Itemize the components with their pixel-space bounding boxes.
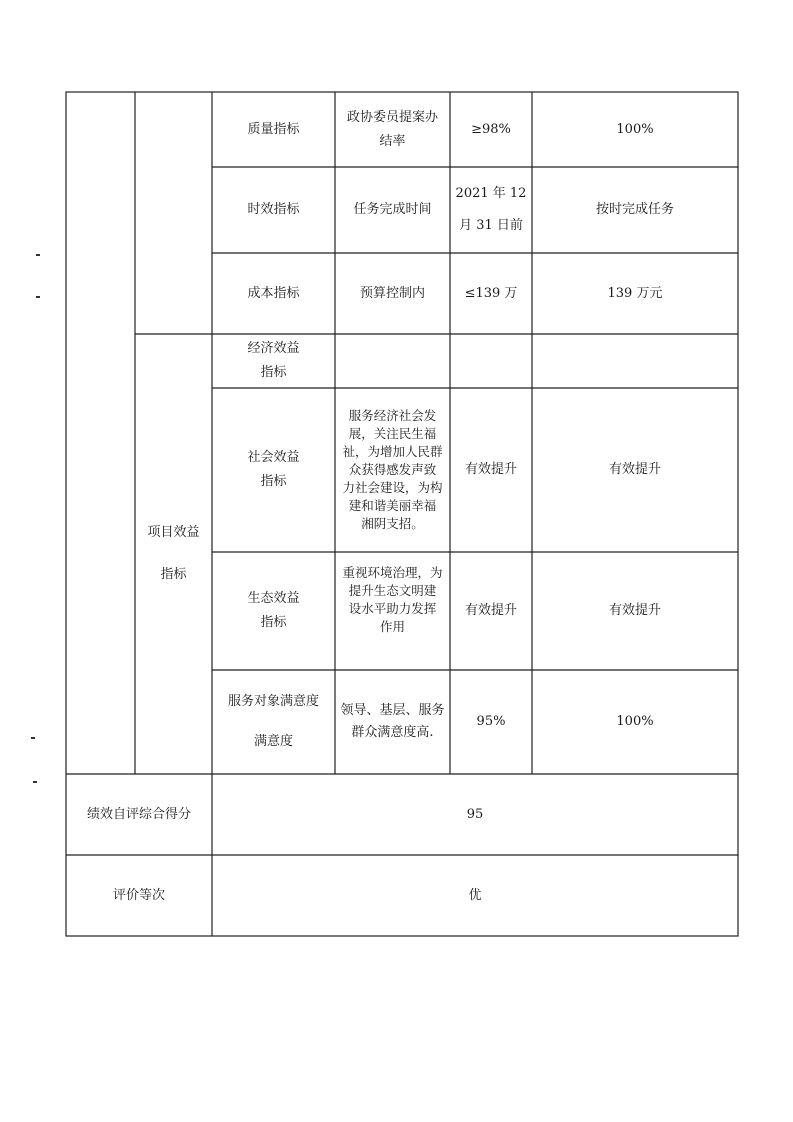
grade-value-text: 优 xyxy=(468,887,482,903)
indicator-quality xyxy=(212,92,335,167)
content-social-line: 力社会建设，为构 xyxy=(342,480,443,495)
indicator-economic xyxy=(212,334,335,388)
actual-social xyxy=(532,388,738,552)
indicator-social xyxy=(212,388,335,552)
content-social-line: 湘阴支招。 xyxy=(361,516,424,531)
target-quality xyxy=(450,92,532,167)
indicator-satisfaction-line-1: 服务对象满意度 xyxy=(227,694,319,709)
indicator-ecological xyxy=(212,552,335,670)
score-value-text: 95 xyxy=(466,806,484,822)
indicator-economic-line-2: 指标 xyxy=(260,365,287,380)
target-satisfaction xyxy=(450,670,532,774)
content-timeliness-text: 任务完成时间 xyxy=(353,202,432,217)
actual-satisfaction-text: 100% xyxy=(616,714,654,729)
target-timeliness-line-2: 月 31 日前 xyxy=(459,218,523,233)
actual-cost-text: 139 万元 xyxy=(607,285,663,301)
actual-timeliness xyxy=(532,167,738,253)
indicator-satisfaction xyxy=(212,670,335,774)
content-ecological-line: 作用 xyxy=(379,619,405,634)
margin-mark xyxy=(31,737,35,739)
target-social xyxy=(450,388,532,552)
indicator-cost-text: 成本指标 xyxy=(247,285,300,301)
content-quality-line-1: 政协委员提案办 xyxy=(346,109,438,125)
grade-label xyxy=(66,855,212,936)
grade-label-text: 评价等次 xyxy=(112,887,165,903)
content-social-line: 祉，为增加人民群 xyxy=(342,444,443,459)
target-social-text: 有效提升 xyxy=(464,462,517,477)
margin-mark xyxy=(36,254,40,256)
target-ecological xyxy=(450,552,532,670)
content-ecological-line: 设水平助力发挥 xyxy=(348,601,437,616)
content-satisfaction-line-1: 领导、基层、服务 xyxy=(340,703,445,718)
actual-timeliness-text: 按时完成任务 xyxy=(595,202,674,217)
content-satisfaction xyxy=(335,670,450,774)
content-social xyxy=(335,388,450,552)
indicator-economic-line-1: 经济效益 xyxy=(247,341,300,356)
indicator-social-line-2: 指标 xyxy=(260,474,287,489)
actual-ecological xyxy=(532,552,738,670)
actual-quality xyxy=(532,92,738,167)
content-social-line: 众获得感发声致 xyxy=(348,462,437,477)
score-label xyxy=(66,774,212,855)
category-benefit xyxy=(135,334,212,774)
content-satisfaction-line-2: 群众满意度高. xyxy=(351,725,434,740)
target-timeliness-line-1: 2021 年 12 xyxy=(455,186,527,201)
actual-social-text: 有效提升 xyxy=(608,462,661,477)
indicator-timeliness xyxy=(212,167,335,253)
content-ecological xyxy=(335,552,450,670)
grade-value xyxy=(212,855,738,936)
content-ecological-line: 重视环境治理，为 xyxy=(342,565,443,580)
indicator-satisfaction-line-2: 满意度 xyxy=(253,734,293,749)
content-timeliness xyxy=(335,167,450,253)
indicator-ecological-line-1: 生态效益 xyxy=(247,591,300,606)
target-cost xyxy=(450,253,532,334)
target-satisfaction-text: 95% xyxy=(476,714,506,729)
actual-satisfaction xyxy=(532,670,738,774)
content-social-line: 展，关注民生福 xyxy=(348,426,437,441)
target-cost-text: ≤139 万 xyxy=(464,285,518,301)
category-benefit-line-1: 项目效益 xyxy=(147,525,200,540)
indicator-cost xyxy=(212,253,335,334)
content-social-line: 服务经济社会发 xyxy=(348,408,437,423)
score-value xyxy=(212,774,738,855)
indicator-ecological-line-2: 指标 xyxy=(260,615,287,630)
indicator-timeliness-text: 时效指标 xyxy=(247,202,300,217)
indicator-quality-text: 质量指标 xyxy=(247,121,300,137)
content-ecological-line: 提升生态文明建 xyxy=(348,583,437,598)
content-social-line: 建和谐美丽幸福 xyxy=(348,498,437,513)
indicator-social-line-1: 社会效益 xyxy=(247,450,300,465)
category-benefit-line-2: 指标 xyxy=(160,567,187,582)
margin-mark xyxy=(33,781,37,783)
actual-cost xyxy=(532,253,738,334)
margin-mark xyxy=(36,296,40,298)
target-timeliness xyxy=(450,167,532,253)
target-quality-text: ≥98% xyxy=(471,121,511,137)
content-cost xyxy=(335,253,450,334)
score-label-text: 绩效自评综合得分 xyxy=(86,806,191,822)
content-quality-line-2: 结率 xyxy=(379,133,406,149)
actual-ecological-text: 有效提升 xyxy=(608,603,661,618)
actual-quality-text: 100% xyxy=(616,121,654,137)
content-cost-text: 预算控制内 xyxy=(359,285,425,301)
content-quality xyxy=(335,92,450,167)
target-ecological-text: 有效提升 xyxy=(464,603,517,618)
